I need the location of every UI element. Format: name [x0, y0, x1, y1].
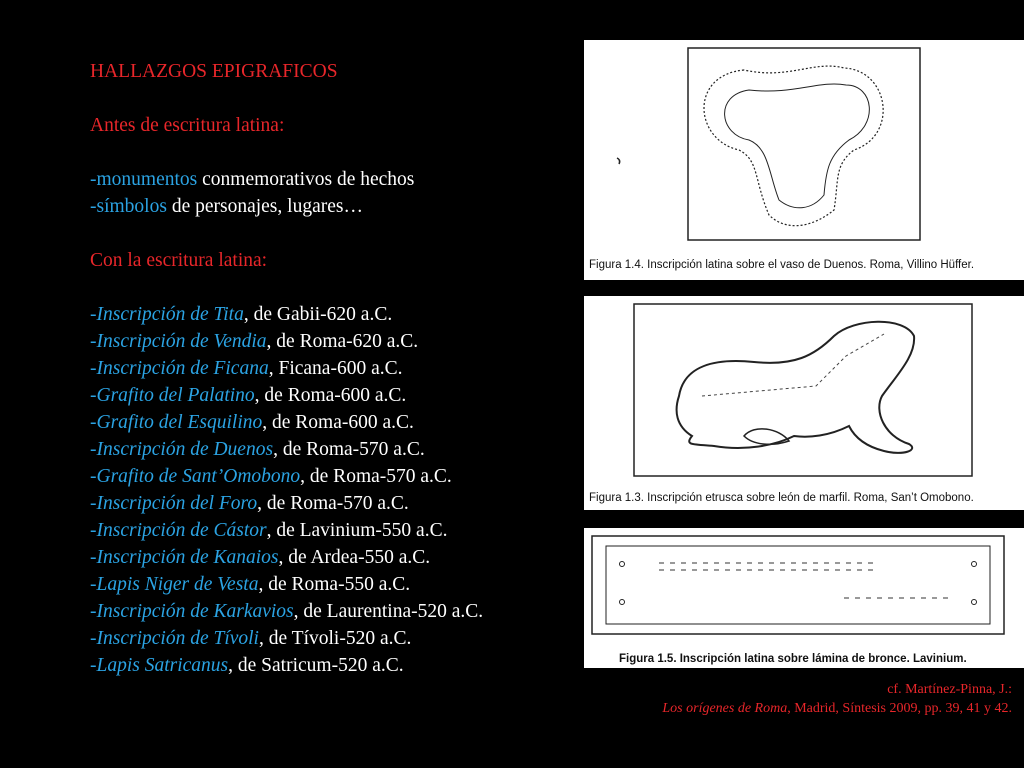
- subheading-before-latin: Antes de escritura latina:: [90, 115, 285, 136]
- inscription-details: , de Roma-570 a.C.: [300, 466, 452, 487]
- before-term: símbolos: [96, 196, 167, 217]
- list-dash: -: [90, 331, 97, 352]
- inscription-details: , de Ardea-550 a.C.: [278, 547, 431, 568]
- figure-ivory-lion: [584, 296, 1024, 510]
- inscription-details: , de Laurentina-520 a.C.: [293, 601, 484, 622]
- duenos-vase-drawing: [584, 40, 1024, 280]
- inscription-name: Inscripción de Ficana: [96, 358, 269, 379]
- inscription-name: Grafito del Esquilino: [96, 412, 263, 433]
- citation-source: [662, 699, 1012, 718]
- inscription-name: Grafito de Sant’Omobono: [96, 466, 301, 487]
- figure-caption: Figura 1.3. Inscripción etrusca sobre león de marfil. Roma, San’t Omobono.: [589, 492, 974, 504]
- citation-author: cf. Martínez-Pinna, J.:: [887, 682, 1012, 697]
- inscription-details: , de Roma-550 a.C.: [258, 574, 411, 595]
- text-column: [90, 58, 570, 679]
- bronze-plate-drawing: [584, 528, 1024, 668]
- list-dash: -: [90, 601, 97, 622]
- before-term: monumentos: [96, 169, 198, 190]
- before-item: -monumentos conmemorativos de hechos: [90, 169, 415, 190]
- citation-details: , Madrid, Síntesis 2009, pp. 39, 41 y 42.: [787, 701, 1012, 716]
- inscription-item: [90, 409, 570, 436]
- inscription-details: , de Roma-570 a.C.: [273, 439, 425, 460]
- inscription-details: , de Lavinium-550 a.C.: [266, 520, 448, 541]
- inscription-name: Lapis Niger de Vesta: [96, 574, 259, 595]
- inscription-item: [90, 490, 570, 517]
- inscription-item: [90, 355, 570, 382]
- inscription-name: Inscripción del Foro: [96, 493, 258, 514]
- inscription-list: [90, 301, 570, 679]
- inscription-item: [90, 517, 570, 544]
- inscription-item: [90, 328, 570, 355]
- inscription-item: [90, 544, 570, 571]
- inscription-item: [90, 463, 570, 490]
- figure-caption: Figura 1.5. Inscripción latina sobre lámina de bronce. Lavinium.: [619, 653, 967, 665]
- list-dash: -: [90, 574, 97, 595]
- before-item: -símbolos de personajes, lugares…: [90, 196, 363, 217]
- list-dash: -: [90, 466, 97, 487]
- list-dash: -: [90, 493, 97, 514]
- inscription-item: [90, 301, 570, 328]
- ivory-lion-drawing: [584, 296, 1024, 510]
- inscription-item: [90, 382, 570, 409]
- inscription-name: Inscripción de Cástor: [96, 520, 267, 541]
- inscription-item: [90, 652, 570, 679]
- list-dash: -: [90, 358, 97, 379]
- before-rest: conmemorativos de hechos: [197, 169, 415, 190]
- inscription-name: Inscripción de Tita: [96, 304, 244, 325]
- list-dash: -: [90, 547, 97, 568]
- inscription-name: Inscripción de Tívoli: [96, 628, 259, 649]
- inscription-name: Inscripción de Kanaios: [96, 547, 279, 568]
- list-dash: -: [90, 628, 97, 649]
- page-title: HALLAZGOS EPIGRAFICOS: [90, 61, 338, 82]
- inscription-name: Lapis Satricanus: [96, 655, 229, 676]
- inscription-details: , de Roma-600 a.C.: [262, 412, 414, 433]
- list-dash: -: [90, 520, 97, 541]
- inscription-item: [90, 625, 570, 652]
- inscription-item: [90, 436, 570, 463]
- figure-duenos-vase: [584, 40, 1024, 280]
- citation: [662, 680, 1012, 718]
- list-dash: -: [90, 385, 97, 406]
- inscription-details: , de Tívoli-520 a.C.: [258, 628, 412, 649]
- inscription-details: , Ficana-600 a.C.: [268, 358, 403, 379]
- inscription-item: [90, 598, 570, 625]
- subheading-with-latin: Con la escritura latina:: [90, 250, 268, 271]
- inscription-name: Inscripción de Vendia: [96, 331, 267, 352]
- list-dash: -: [90, 439, 97, 460]
- inscription-name: Inscripción de Duenos: [96, 439, 274, 460]
- inscription-details: , de Satricum-520 a.C.: [228, 655, 404, 676]
- inscription-item: [90, 571, 570, 598]
- citation-book: Los orígenes de Roma: [662, 701, 788, 716]
- inscription-details: , de Roma-620 a.C.: [266, 331, 419, 352]
- inscription-details: , de Gabii-620 a.C.: [243, 304, 393, 325]
- inscription-name: Inscripción de Karkavios: [96, 601, 294, 622]
- inscription-name: Grafito del Palatino: [96, 385, 255, 406]
- inscription-details: , de Roma-570 a.C.: [257, 493, 409, 514]
- before-rest: de personajes, lugares…: [166, 196, 363, 217]
- figure-caption: Figura 1.4. Inscripción latina sobre el vaso de Duenos. Roma, Villino Hüffer.: [589, 259, 975, 271]
- figure-bronze-plate: [584, 528, 1024, 668]
- inscription-details: , de Roma-600 a.C.: [254, 385, 407, 406]
- list-dash: -: [90, 655, 97, 676]
- list-dash: -: [90, 412, 97, 433]
- list-dash: -: [90, 304, 97, 325]
